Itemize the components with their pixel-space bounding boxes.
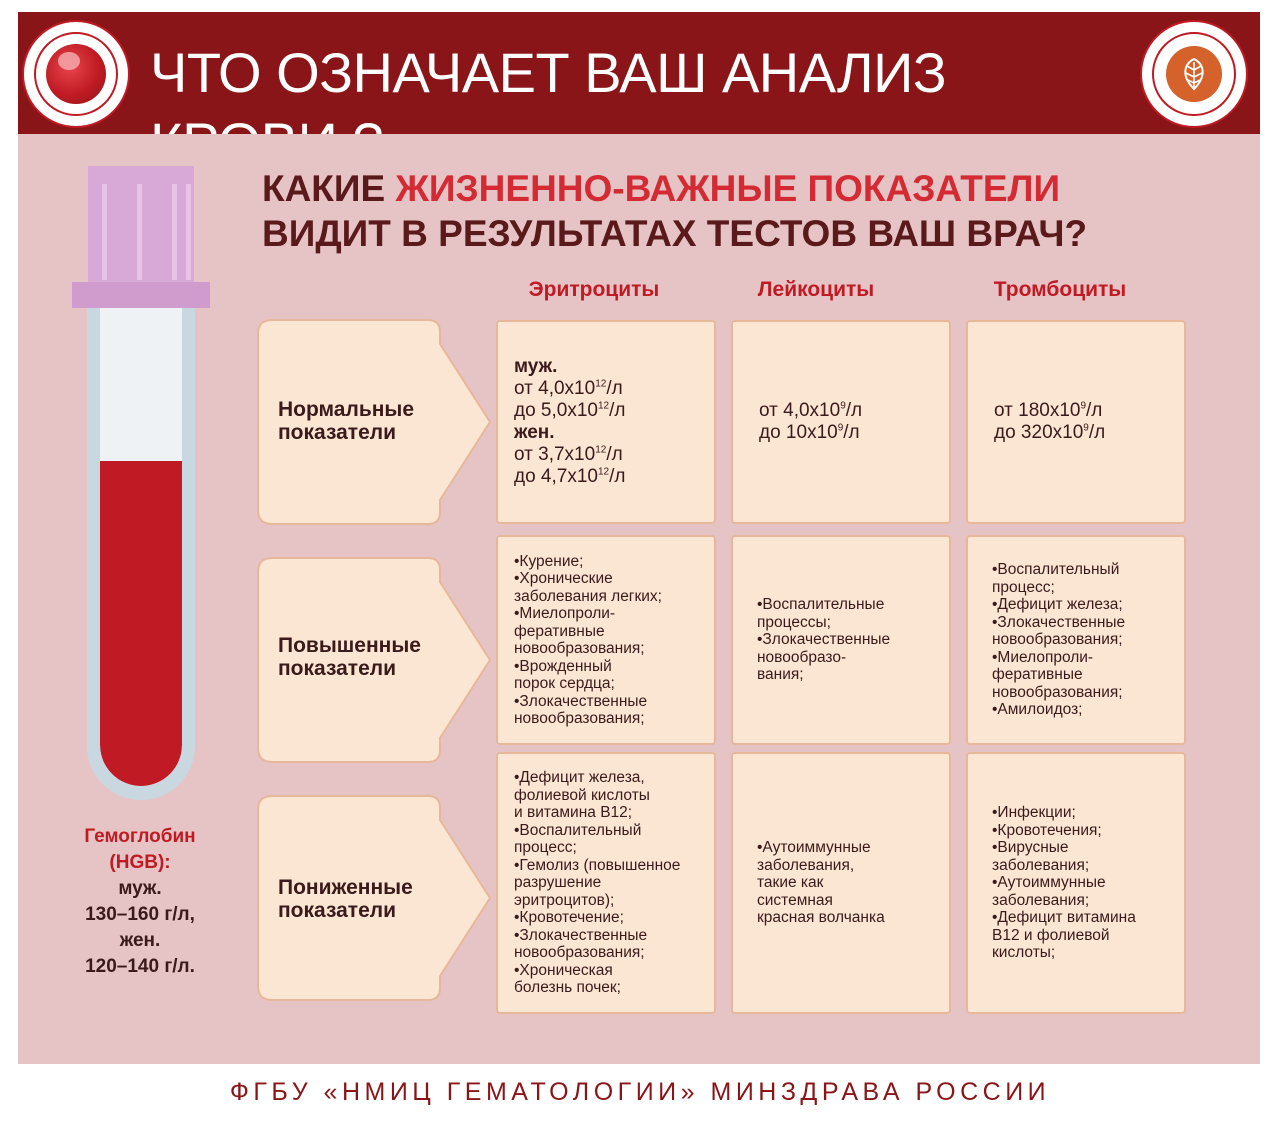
row-label-normal	[256, 318, 496, 526]
footer-organization: ФГБУ «НМИЦ ГЕМАТОЛОГИИ» МИНЗДРАВА РОССИИ	[229, 1078, 1051, 1106]
hematology-center-logo	[22, 20, 130, 128]
column-header-leukocytes: Лейкоциты	[757, 278, 875, 301]
cell-normal-leukocytes	[731, 320, 951, 524]
cell-normal-platelets	[966, 320, 1186, 524]
thrombo-from: от $180х10^9/л$	[994, 400, 1103, 421]
tube-cap-rim	[72, 282, 210, 308]
cell-text: •Воспалительные процессы; •Злокачественные новообразо- вания;	[757, 596, 891, 684]
row-label-lowered	[256, 794, 496, 1002]
tube-cap-stripe	[102, 184, 107, 280]
male-from: от $4,0х10^{12}/л$	[514, 378, 623, 399]
female-from: от $3,7х10^{12}/л$	[514, 444, 623, 465]
subtitle	[262, 166, 1162, 256]
tube-cap-stripe	[172, 184, 177, 280]
cell-text: •Аутоиммунные заболевания, такие как системная красная волчанка	[757, 839, 885, 927]
page-title: ЧТО ОЗНАЧАЕТ ВАШ АНАЛИЗ	[150, 41, 947, 104]
male-label: муж.	[514, 356, 558, 377]
blood-level	[100, 461, 182, 786]
hematology-society-logo	[1140, 20, 1248, 128]
cell-text: •Воспалительный процесс; •Дефицит железа; •Злокачественные новообразования; •Миелопроли- феративные новообразования; •Амилоидоз;	[992, 561, 1126, 719]
column-header-erythrocytes: Эритроциты	[528, 278, 660, 301]
cell-text: •Инфекции; •Кровотечения; •Вирусные заболевания; •Аутоиммунные заболевания; •Дефицит витамина В12 и фолиевой кислоты;	[992, 804, 1136, 962]
tube-cap-stripe	[186, 184, 191, 280]
row-label-text: Нормальные показатели	[278, 398, 415, 444]
column-header-platelets: Тромбоциты	[993, 278, 1127, 301]
hemoglobin-abbr: (HGB):	[109, 852, 171, 873]
leaf-icon	[1176, 56, 1212, 92]
subtitle-accent: ЖИЗНЕННО-ВАЖНЫЕ ПОКАЗАТЕЛИ	[395, 168, 1061, 209]
cell-lowered-platelets	[966, 752, 1186, 1014]
male-to: до $5,0х10^{12}/л$	[514, 400, 626, 421]
tube-cap-stripe	[137, 184, 142, 280]
hemoglobin-male-label: муж.	[118, 878, 162, 899]
hemoglobin-female-label: жен.	[119, 930, 161, 951]
hemoglobin-title: Гемоглобин	[84, 826, 196, 847]
thrombo-to: до $320х10^9/л$	[994, 422, 1106, 443]
hemoglobin-male-value: 130–160 г/л,	[85, 904, 195, 925]
hemoglobin-reference	[40, 824, 240, 980]
cell-elevated-leukocytes	[731, 535, 951, 745]
cell-normal-erythrocytes	[496, 320, 716, 524]
cell-lowered-leukocytes	[731, 752, 951, 1014]
female-label: жен.	[514, 422, 555, 443]
leuko-to: до $10х10^9/л$	[759, 422, 860, 443]
row-label-elevated	[256, 556, 496, 764]
subtitle-line2: ВИДИТ В РЕЗУЛЬТАТАХ ТЕСТОВ ВАШ ВРАЧ?	[262, 213, 1088, 254]
row-label-text: Пониженные показатели	[278, 876, 413, 922]
tube-interior	[100, 308, 182, 786]
cell-lowered-erythrocytes	[496, 752, 716, 1014]
cell-text: •Дефицит железа, фолиевой кислоты и витамина В12; •Воспалительный процесс; •Гемолиз (повышенное разрушение эритроцитов); •Кровотечение; •Злокачественные новообразования; •Хроническая болезнь почек;	[514, 769, 681, 997]
subtitle-part1: КАКИЕ	[262, 168, 396, 209]
cell-elevated-platelets	[966, 535, 1186, 745]
hemoglobin-female-value: 120–140 г/л.	[85, 956, 195, 977]
leuko-from: от $4,0х10^9/л$	[759, 400, 863, 421]
cell-elevated-erythrocytes	[496, 535, 716, 745]
row-label-text: Повышенные показатели	[278, 634, 421, 680]
female-to: до $4,7х10^{12}/л$	[514, 466, 626, 487]
cell-text: •Курение; •Хронические заболевания легких; •Миелопроли- феративные новообразования; •Врожденный порок сердца; •Злокачественные новообразования;	[514, 552, 662, 727]
